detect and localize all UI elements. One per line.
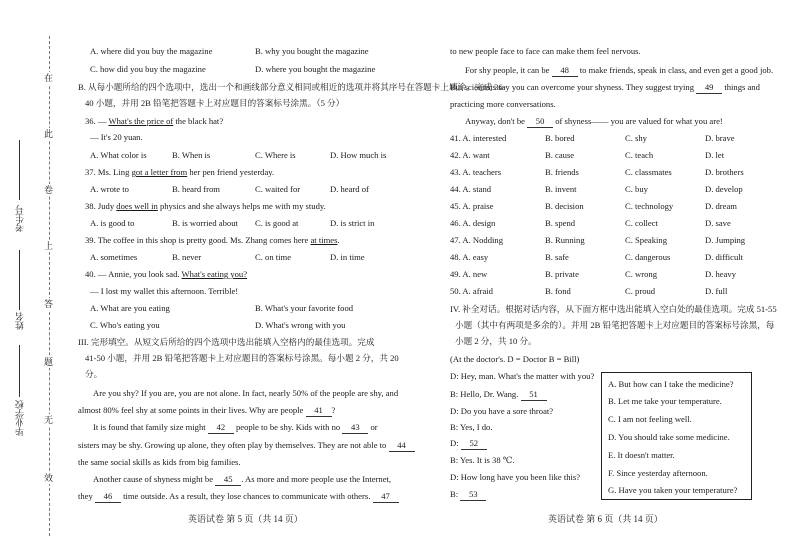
- q40-reply: — I lost my wallet this afternoon. Terrible!: [90, 286, 239, 296]
- blank-48: 48: [552, 65, 578, 77]
- seal-char: 上: [44, 241, 54, 251]
- q38-option-a: A. is good to: [90, 218, 135, 228]
- blank-43: 43: [342, 422, 368, 434]
- opt-c: C. proud: [625, 286, 656, 296]
- opt-d: D. brave: [705, 133, 735, 143]
- opt-a: 47. A. Nodding: [450, 235, 503, 245]
- dialogue-line: D: Do you have a sore throat?: [450, 406, 554, 416]
- q36-option-a: A. What color is: [90, 150, 147, 160]
- opt-b: B. cause: [545, 150, 575, 160]
- opt-a: 45. A. praise: [450, 201, 494, 211]
- passage-line: For shy people, it can be 48 to make friends, speak in class, and even get a good job.: [465, 65, 774, 75]
- opt-b: B. spend: [545, 218, 576, 228]
- q35-option-d: D. where you bought the magazine: [255, 64, 376, 74]
- q37-stem: 37. Ms. Ling got a letter from her pen friend yesterday.: [85, 167, 275, 177]
- q35-option-b: B. why you bought the magazine: [255, 46, 369, 56]
- opt-a: 43. A. teachers: [450, 167, 502, 177]
- q35-option-a: A. where did you buy the magazine: [90, 46, 213, 56]
- opt-b: B. invent: [545, 184, 577, 194]
- q35-option-c: C. how did you buy the magazine: [90, 64, 206, 74]
- section-4-instruction: 小题（其中有两项是多余的）。并用 2B 铅笔把答题卡上对应题目的答案标号涂黑，每: [455, 320, 775, 330]
- dialogue-line: B: 53: [450, 489, 486, 501]
- box-option: B. Let me take your temperature.: [608, 396, 722, 406]
- opt-b: B. private: [545, 269, 579, 279]
- q38-option-d: D. is strict in: [330, 218, 375, 228]
- box-option: D. You should take some medicine.: [608, 432, 730, 442]
- q40-stem: 40. — Annie, you look sad. What's eating you?: [85, 269, 248, 279]
- dialogue-line: D: 52: [450, 438, 487, 450]
- field-school: 毕业学校: [15, 400, 25, 436]
- passage-line: Are you shy? If you are, you are not alone. In fact, nearly 50% of the people are shy, and: [93, 388, 399, 398]
- opt-b: B. friends: [545, 167, 579, 177]
- passage-line: almost 80% feel shy at some points in their lives. Why are people 41 ?: [78, 405, 336, 415]
- section-4-instruction: IV. 补全对话。根据对话内容，从下面方框中选出能填入空白处的最佳选项。完成 51-55: [450, 304, 777, 314]
- q39-option-c: C. on time: [255, 252, 292, 262]
- q40-option-c: C. Who's eating you: [90, 320, 160, 330]
- dialogue-options-box: [601, 372, 752, 500]
- blank-49: 49: [696, 82, 722, 94]
- q36-stem: 36. — What's the price of the black hat?: [85, 116, 224, 126]
- q40-option-b: B. What's your favorite food: [255, 303, 354, 313]
- blank-45: 45: [215, 474, 241, 486]
- q37-option-d: D. heard of: [330, 184, 369, 194]
- opt-d: D. brothers: [705, 167, 744, 177]
- q36-option-b: B. When is: [172, 150, 211, 160]
- page-footer-left: 英语试卷 第 5 页（共 14 页）: [188, 514, 303, 524]
- q36-reply: — It's 20 yuan.: [90, 132, 143, 142]
- section-b-instruction: 40 小题，并用 2B 铅笔把答题卡上对应题目的答案标号涂黑。（5 分）: [85, 98, 345, 108]
- blank-52: 52: [461, 438, 487, 450]
- opt-d: D. develop: [705, 184, 743, 194]
- dialogue-setting: (At the doctor's. D = Doctor B = Bill): [450, 354, 580, 364]
- box-option: C. I am not feeling well.: [608, 414, 692, 424]
- binding-dashed-line: [49, 36, 50, 536]
- seal-char: 答: [44, 299, 54, 309]
- opt-d: D. full: [705, 286, 728, 296]
- seal-char: 在: [44, 73, 54, 83]
- section-4-instruction: 小题 2 分，共 10 分。: [455, 336, 537, 346]
- q39-stem: 39. The coffee in this shop is pretty good. Ms. Zhang comes here at times.: [85, 235, 340, 245]
- dialogue-line: D: Hey, man. What's the matter with you?: [450, 371, 595, 381]
- opt-a: 44. A. stand: [450, 184, 492, 194]
- field-student-id: 考生号: [15, 205, 25, 232]
- box-option: F. Since yesterday afternoon.: [608, 468, 708, 478]
- passage-line: they 46 time outside. As a result, they lose chances to communicate with others. 47: [78, 491, 399, 503]
- opt-d: D. let: [705, 150, 725, 160]
- passage-line: Anyway, don't be 50 of shyness—— you are valued for what you are!: [465, 116, 723, 126]
- q36-option-c: C. Where is: [255, 150, 296, 160]
- passage-line: sisters may be shy. Growing up alone, they often play by themselves. They are not able to 44: [78, 440, 415, 452]
- passage-line: It is found that family size might 42 people to be shy. Kids with no 43 or: [93, 422, 378, 432]
- opt-c: C. teach: [625, 150, 654, 160]
- section-3-instruction: 分。: [85, 369, 103, 379]
- q37-option-c: C. waited for: [255, 184, 301, 194]
- q36-option-d: D. How much is: [330, 150, 387, 160]
- passage-line: But scientists say you can overcome your shyness. They suggest trying 49 things and: [450, 82, 760, 92]
- opt-d: D. difficult: [705, 252, 744, 262]
- opt-c: C. classmates: [625, 167, 672, 177]
- passage-line: the same social skills as kids from big families.: [78, 457, 241, 467]
- blank-41: 41: [306, 405, 332, 417]
- opt-c: C. wrong: [625, 269, 657, 279]
- field-line: [19, 140, 20, 200]
- q39-option-a: A. sometimes: [90, 252, 138, 262]
- passage-line: to new people face to face can make them feel nervous.: [450, 46, 641, 56]
- opt-a: 46. A. design: [450, 218, 496, 228]
- q37-option-a: A. wrote to: [90, 184, 129, 194]
- q37-option-b: B. heard from: [172, 184, 220, 194]
- q40-option-a: A. What are you eating: [90, 303, 170, 313]
- section-3-instruction: III. 完形填空。从短文后所给的四个选项中选出能填入空格内的最佳选项。完成: [78, 337, 375, 347]
- dialogue-line: B: Yes. It is 38 ℃.: [450, 455, 515, 465]
- field-name: 姓名: [15, 312, 25, 330]
- opt-c: C. Speaking: [625, 235, 668, 245]
- q39-option-d: D. in time: [330, 252, 365, 262]
- q40-option-d: D. What's wrong with you: [255, 320, 346, 330]
- dialogue-line: B: Yes, I do.: [450, 422, 493, 432]
- field-line: [19, 345, 20, 397]
- opt-b: B. bored: [545, 133, 575, 143]
- blank-42: 42: [208, 422, 234, 434]
- opt-c: C. collect: [625, 218, 658, 228]
- opt-b: B. decision: [545, 201, 584, 211]
- q38-option-c: C. is good at: [255, 218, 299, 228]
- opt-b: B. fond: [545, 286, 571, 296]
- seal-char: 卷: [44, 185, 54, 195]
- opt-a: 49. A. new: [450, 269, 488, 279]
- opt-d: D. dream: [705, 201, 737, 211]
- opt-a: 50. A. afraid: [450, 286, 493, 296]
- opt-c: C. dangerous: [625, 252, 671, 262]
- opt-a: 42. A. want: [450, 150, 490, 160]
- opt-d: D. Jumping: [705, 235, 746, 245]
- box-option: A. But how can I take the medicine?: [608, 379, 734, 389]
- box-option: E. It doesn't matter.: [608, 450, 675, 460]
- binding-margin: [0, 0, 60, 560]
- opt-a: 41. A. interested: [450, 133, 507, 143]
- opt-d: D. heavy: [705, 269, 737, 279]
- q39-option-b: B. never: [172, 252, 202, 262]
- blank-53: 53: [460, 489, 486, 501]
- blank-46: 46: [95, 491, 121, 503]
- seal-char: 效: [44, 473, 54, 483]
- dialogue-line: D: How long have you been like this?: [450, 472, 581, 482]
- passage-line: Another cause of shyness might be 45 . As more and more people use the Internet,: [93, 474, 392, 484]
- page-footer-right: 英语试卷 第 6 页（共 14 页）: [548, 514, 663, 524]
- passage-line: practicing more conversations.: [450, 99, 556, 109]
- box-option: G. Have you taken your temperature?: [608, 485, 738, 495]
- opt-c: C. shy: [625, 133, 647, 143]
- opt-b: B. Running: [545, 235, 585, 245]
- blank-44: 44: [389, 440, 415, 452]
- seal-char: 题: [44, 357, 54, 367]
- field-line: [19, 250, 20, 310]
- opt-d: D. save: [705, 218, 731, 228]
- opt-b: B. safe: [545, 252, 569, 262]
- section-3-instruction: 41-50 小题，并用 2B 铅笔把答题卡上对应题目的答案标号涂黑。每小题 2 分，共 20: [85, 353, 399, 363]
- opt-a: 48. A. easy: [450, 252, 489, 262]
- seal-char: 无: [44, 415, 54, 425]
- opt-c: C. technology: [625, 201, 674, 211]
- section-b-instruction: B. 从每小题所给的四个选项中，选出一个和画线部分意义相同或相近的选项并将其序号在答题卡上填涂。完成 36-: [78, 82, 506, 92]
- seal-char: 此: [44, 129, 54, 139]
- dialogue-line: B: Hello, Dr. Wang. 51: [450, 389, 547, 401]
- q38-stem: 38. Judy does well in physics and she always helps me with my study.: [85, 201, 326, 211]
- opt-c: C. buy: [625, 184, 648, 194]
- q38-option-b: B. is worried about: [172, 218, 238, 228]
- blank-51: 51: [521, 389, 547, 401]
- blank-47: 47: [373, 491, 399, 503]
- blank-50: 50: [527, 116, 553, 128]
